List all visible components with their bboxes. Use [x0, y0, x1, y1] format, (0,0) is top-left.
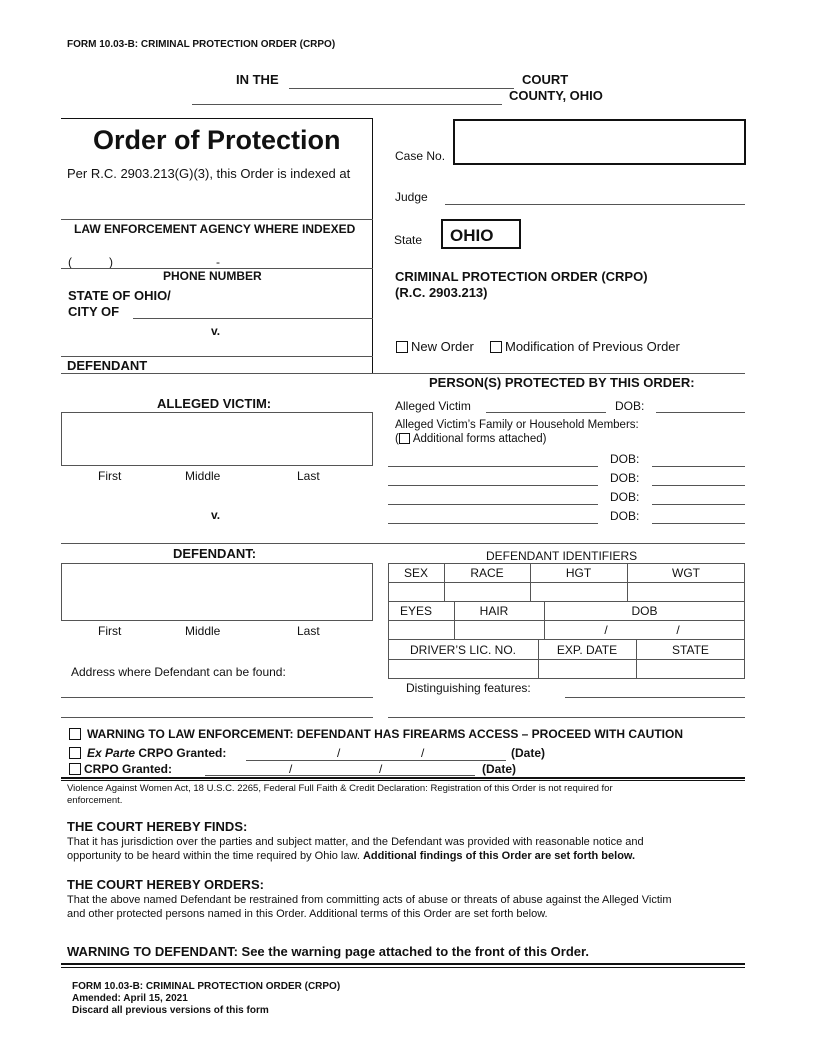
finds-line-2b: Additional findings of this Order are set forth below. — [362, 850, 636, 862]
versus-victim: v. — [211, 508, 221, 522]
agency-label: LAW ENFORCEMENT AGENCY WHERE INDEXED — [74, 222, 356, 236]
bottom-rule-thick — [61, 963, 745, 965]
orders-line-1: That the above named Defendant be restrained from committing acts of abuse or threats of abuse against the Alleged Victim — [67, 894, 672, 906]
id-row-line-5 — [388, 659, 745, 660]
family-name-line-4[interactable] — [388, 523, 598, 524]
family-label: Alleged Victim’s Family or Household Members: — [395, 419, 639, 431]
new-order-label: New Order — [411, 339, 474, 354]
id-wgt-header: WGT — [672, 566, 700, 580]
defendant-heading: DEFENDANT: — [173, 546, 257, 561]
family-name-line-1[interactable] — [388, 466, 598, 467]
orders-line-2: and other protected persons named in this Order. Additional terms of this Order are set forth below. — [67, 908, 548, 920]
victim-heading: ALLEGED VICTIM: — [157, 396, 272, 411]
family-name-line-2[interactable] — [388, 485, 598, 486]
identifiers-heading: DEFENDANT IDENTIFIERS — [486, 549, 638, 563]
crpo-date-label: (Date) — [482, 762, 517, 776]
additional-forms-label: Additional forms attached) — [412, 433, 547, 445]
state-label: State — [394, 233, 423, 247]
finds-heading: THE COURT HEREBY FINDS: — [67, 819, 248, 834]
defendant-middle-label: Middle — [185, 624, 221, 638]
indexed-text: Per R.C. 2903.213(G)(3), this Order is indexed at — [67, 166, 351, 181]
victim-name-box[interactable] — [61, 412, 373, 466]
defendant-first-label: First — [98, 624, 122, 638]
id-row-line-2 — [388, 601, 745, 602]
new-order-checkbox[interactable] — [396, 341, 408, 353]
victim-first-label: First — [98, 469, 122, 483]
additional-forms-open: ( — [395, 433, 399, 445]
ex-parte-option[interactable] — [69, 746, 226, 760]
family-dob-line-1[interactable] — [652, 466, 745, 467]
protected-heading: PERSON(S) PROTECTED BY THIS ORDER: — [429, 375, 695, 390]
caption-bottom-rule — [61, 373, 745, 374]
alleged-victim-line[interactable] — [486, 412, 606, 413]
crpo-granted-checkbox[interactable] — [69, 763, 81, 775]
versus-caption: v. — [211, 324, 221, 338]
judge-line[interactable] — [445, 204, 745, 205]
family-dob-label-2: DOB: — [610, 471, 640, 485]
state-box — [441, 219, 521, 249]
id-dob-slash-2: / — [676, 623, 680, 637]
id-hair-header: HAIR — [479, 604, 509, 618]
family-dob-line-2[interactable] — [652, 485, 745, 486]
footer-form-title: FORM 10.03-B: CRIMINAL PROTECTION ORDER (CRPO) — [72, 981, 341, 992]
order-title: Order of Protection — [93, 125, 341, 155]
id-eyes-header: EYES — [399, 604, 432, 618]
caption-divider — [372, 118, 373, 374]
caption-top-rule — [61, 118, 373, 119]
id-sex-header: SEX — [403, 566, 428, 580]
family-dob-label-3: DOB: — [610, 490, 640, 504]
family-dob-label-1: DOB: — [610, 452, 640, 466]
orders-heading: THE COURT HEREBY ORDERS: — [67, 877, 264, 892]
distinguishing-line-2[interactable] — [388, 717, 745, 718]
id-race-header: RACE — [470, 566, 504, 580]
crpo-date-line[interactable] — [205, 775, 475, 776]
judge-label: Judge — [395, 190, 428, 204]
form-title: FORM 10.03-B: CRIMINAL PROTECTION ORDER (CRPO) — [67, 39, 336, 50]
crpo-slash-2: / — [379, 762, 383, 776]
modification-label: Modification of Previous Order — [505, 339, 680, 354]
phone-paren-close: ) — [109, 255, 113, 269]
phone-label: PHONE NUMBER — [163, 269, 262, 283]
state-value: OHIO — [450, 226, 494, 245]
victim-last-label: Last — [297, 469, 320, 483]
alleged-victim-dob-line[interactable] — [656, 412, 745, 413]
grant-rule-thin — [61, 780, 745, 781]
defendant-last-label: Last — [297, 624, 320, 638]
ex-parte-slash-1: / — [337, 746, 341, 760]
family-dob-line-4[interactable] — [652, 523, 745, 524]
distinguishing-line-1[interactable] — [565, 697, 745, 698]
id-state-header: STATE — [672, 643, 709, 657]
finds-line-2 — [67, 849, 635, 863]
crpo-slash-1: / — [289, 762, 293, 776]
warning-defendant: WARNING TO DEFENDANT: See the warning page attached to the front of this Order. — [67, 944, 589, 959]
id-dob-header: DOB — [631, 604, 658, 618]
address-line-1[interactable] — [61, 697, 373, 698]
additional-forms-checkbox[interactable] — [399, 433, 410, 444]
ex-parte-date-label: (Date) — [511, 746, 546, 760]
bottom-rule-thin — [61, 967, 745, 968]
warning-le-label: WARNING TO LAW ENFORCEMENT: DEFENDANT HAS FIREARMS ACCESS – PROCEED WITH CAUTION — [87, 727, 684, 741]
crpo-statute: (R.C. 2903.213) — [395, 285, 488, 300]
ex-parte-date-line[interactable] — [246, 760, 506, 761]
section-rule — [61, 543, 745, 544]
warning-le-checkbox[interactable] — [69, 728, 81, 740]
additional-forms-option[interactable] — [395, 433, 546, 445]
id-drivers-lic-header: DRIVER’S LIC. NO. — [409, 643, 517, 657]
city-name-line[interactable] — [133, 318, 373, 319]
grant-rule-thick — [61, 777, 745, 779]
identifiers-table — [388, 563, 745, 679]
ex-parte-italic: Ex Parte — [87, 746, 136, 760]
phone-dash: - — [216, 255, 220, 269]
address-label: Address where Defendant can be found: — [71, 665, 286, 679]
finds-line-2a: opportunity to be heard within the time required by Ohio law. — [67, 850, 363, 862]
alleged-victim-label: Alleged Victim — [395, 399, 471, 413]
vawa-text-1: Violence Against Women Act, 18 U.S.C. 2265, Federal Full Faith & Credit Declaration: Registration of this Order is not required for — [67, 783, 613, 794]
distinguishing-label: Distinguishing features: — [406, 681, 531, 695]
family-name-line-3[interactable] — [388, 504, 598, 505]
defendant-caption-line[interactable] — [61, 356, 373, 357]
ex-parte-slash-2: / — [421, 746, 425, 760]
finds-line-1: That it has jurisdiction over the parties and subject matter, and the Defendant was provided with reasonable notice and — [67, 836, 644, 848]
ex-parte-checkbox[interactable] — [69, 747, 81, 759]
defendant-caption-label: DEFENDANT — [67, 358, 148, 373]
agency-line[interactable] — [61, 219, 373, 220]
court-name-line[interactable] — [289, 88, 514, 89]
crpo-granted-label: CRPO Granted: — [84, 762, 173, 776]
case-no-box[interactable] — [453, 119, 746, 165]
county-ohio-label: COUNTY, OHIO — [509, 88, 603, 103]
id-row-line-3 — [388, 620, 745, 621]
address-line-2[interactable] — [61, 717, 373, 718]
new-order-option[interactable] — [396, 339, 474, 354]
id-exp-date-header: EXP. DATE — [556, 643, 618, 657]
vawa-text-2: enforcement. — [67, 795, 123, 806]
victim-middle-label: Middle — [185, 469, 221, 483]
city-of: CITY OF — [68, 304, 120, 319]
ex-parte-label: CRPO Granted: — [135, 746, 227, 760]
family-dob-label-4: DOB: — [610, 509, 640, 523]
defendant-name-box[interactable] — [61, 563, 373, 621]
id-dob-slash-1: / — [604, 623, 608, 637]
phone-paren-open: ( — [68, 255, 72, 269]
state-of-ohio: STATE OF OHIO/ — [68, 288, 171, 303]
crpo-granted-option[interactable] — [69, 762, 172, 776]
id-hgt-header: HGT — [565, 566, 592, 580]
modification-checkbox[interactable] — [490, 341, 502, 353]
footer-discard: Discard all previous versions of this form — [72, 1005, 269, 1016]
court-label: COURT — [522, 72, 569, 87]
footer-amended: Amended: April 15, 2021 — [72, 993, 188, 1004]
case-no-label: Case No. — [395, 149, 446, 163]
alleged-victim-dob-label: DOB: — [615, 399, 645, 413]
family-dob-line-3[interactable] — [652, 504, 745, 505]
in-the-label: IN THE — [236, 72, 279, 87]
county-name-line[interactable] — [192, 104, 502, 105]
warning-le-option[interactable] — [69, 727, 683, 741]
id-row-line-4 — [388, 639, 745, 640]
id-row-line-1 — [388, 582, 745, 583]
crpo-title: CRIMINAL PROTECTION ORDER (CRPO) — [395, 269, 648, 284]
modification-option[interactable] — [490, 339, 680, 354]
